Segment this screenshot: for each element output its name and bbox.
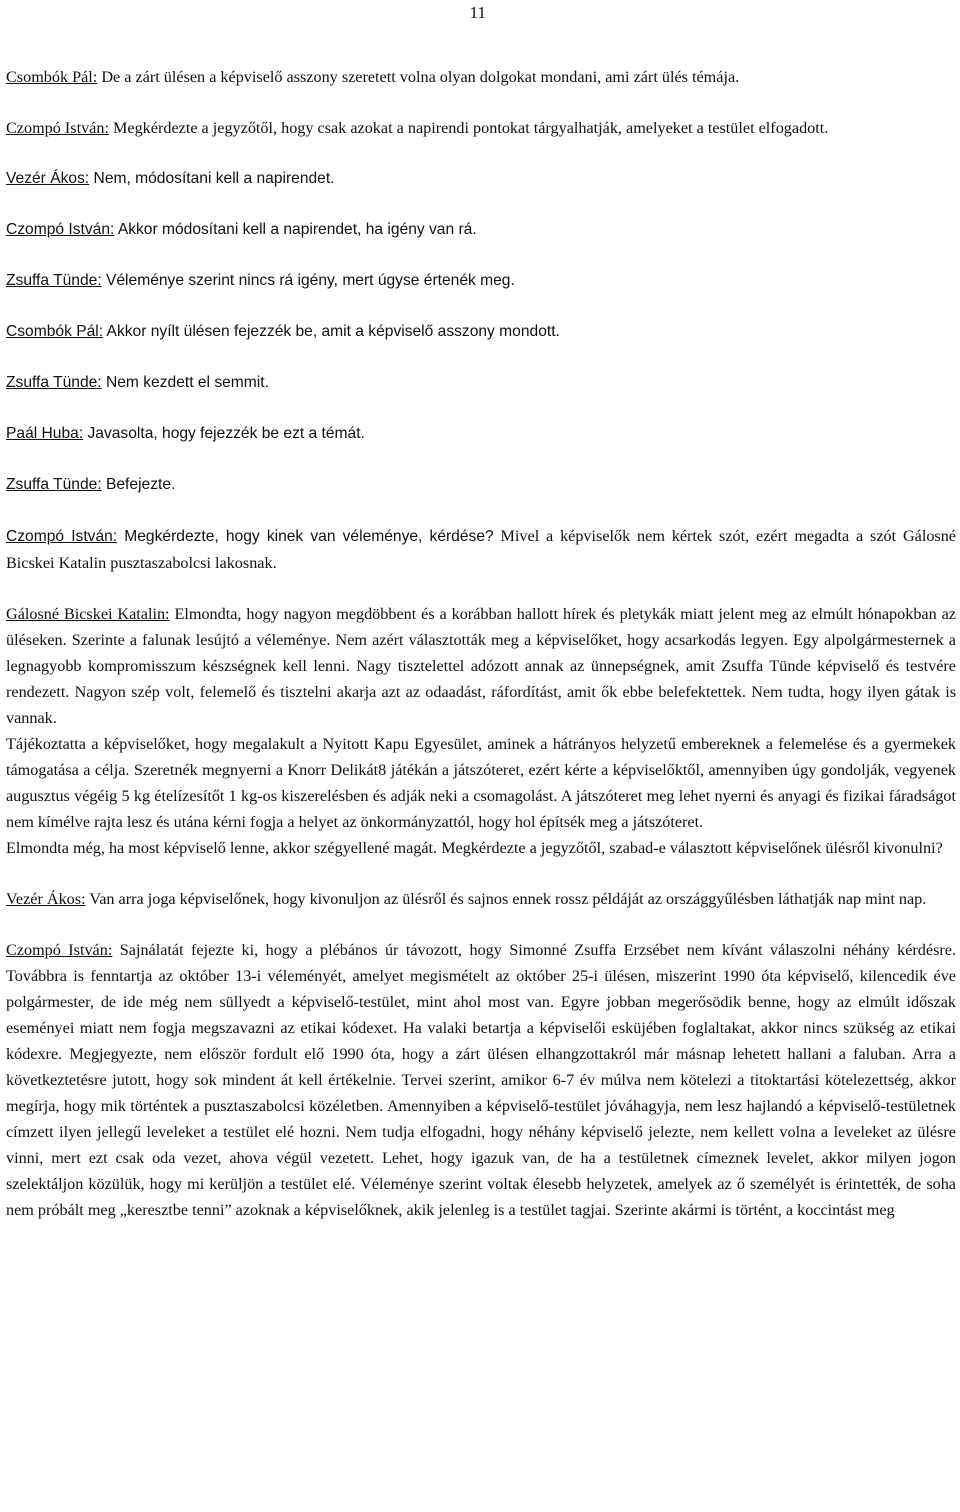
statement-text: Tájékoztatta a képviselőket, hogy megalakult a Nyitott Kapu Egyesület, aminek a hátrányos helyzetű embereknek a felemelése és a gyermekek támogatása a célja. Szeretnék megnyerni a Knorr Delikát8 játékán a játszóteret, ezért kérte a képviselőktől, amennyiben úgy gondolják, vegyenek augusztus végéig 5 kg ételízesítőt 1 kg-os kiszerelésben és adják neki a csomagolást. A játszóteret meg lehet nyerni és anyagi és fizikai fáradságot nem kímélve rajta lesz és utána kérni fogja a helyet az önkormányzattól, hogy hol építsék meg a játszóteret. bbox=[6, 735, 956, 831]
speaker-name: Czompó István: bbox=[6, 119, 109, 137]
paragraph-8 bbox=[6, 421, 956, 447]
paragraph-4 bbox=[6, 217, 956, 243]
paragraph-2 bbox=[6, 115, 956, 141]
speaker-name: Czompó István: bbox=[6, 941, 113, 959]
speaker-name: Csombók Pál: bbox=[6, 323, 104, 340]
statement-text: Megkérdezte a jegyzőtől, hogy csak azokat a napirendi pontokat tárgyalhatják, amelyeket a testület elfogadott. bbox=[108, 119, 829, 137]
statement-text: Akkor módosítani kell a napirendet, ha igény van rá. bbox=[114, 221, 477, 238]
statement-text: Elmondta még, ha most képviselő lenne, akkor szégyellené magát. Megkérdezte a jegyzőtől, szabad-e választott képviselőnek ülésről kivonulni? bbox=[6, 839, 943, 857]
statement-text: Elmondta, hogy nagyon megdöbbent és a korábban hallott hírek és pletykák miatt jelent meg az elmúlt hónapokban az üléseken. Szerinte a falunak lesújtó a véleménye. Nem azért választották meg a képviselőket, hogy acsarkodás legyen. Egy alpolgármesternek a legnagyobb kompromisszum készségnek kell lenni. Nagy tisztelettel adózott annak az ünnepségnek, amit Zsuffa Tünde képviselő és testvére rendezett. Nagyon szép volt, felemelő és tisztelni akarja azt az odaadást, ráfordítást, amit ők ebbe belefektettek. Nem tudta, hogy ilyen gátak is vannak. bbox=[6, 605, 956, 727]
paragraph-14 bbox=[6, 886, 956, 912]
paragraph-15 bbox=[6, 937, 956, 1223]
statement-text: De a zárt ülésen a képviselő asszony szeretett volna olyan dolgokat mondani, ami zárt ülés témája. bbox=[97, 68, 740, 86]
statement-text: Akkor nyílt ülésen fejezzék be, amit a képviselő asszony mondott. bbox=[103, 323, 560, 340]
statement-text: Nem kezdett el semmit. bbox=[101, 374, 269, 391]
paragraph-12 bbox=[6, 731, 956, 835]
speaker-name: Zsuffa Tünde: bbox=[6, 374, 102, 391]
paragraph-6 bbox=[6, 319, 956, 345]
statement-text: Befejezte. bbox=[101, 476, 176, 493]
speaker-name: Csombók Pál: bbox=[6, 68, 98, 86]
paragraph-11 bbox=[6, 601, 956, 731]
statement-text: Sajnálatát fejezte ki, hogy a plébános úr távozott, hogy Simonné Zsuffa Erzsébet nem kívánt válaszolni néhány kérdésre. Továbbra is fenntartja az október 13-i véleményét, amelyet megismételt az október 25-i ülésen, miszerint 1990 óta képviselő, kilencedik éve polgármester, de ide még nem süllyedt a képviselő-testület, mint ahol most van. Egyre jobban megerősödik benne, hogy az elmúlt időszak eseményei miatt nem fogja megszavazni az etikai kódexet. Ha valaki betartja a képviselői esküjében foglaltakat, akkor nincs szükség az etikai kódexre. Megjegyezte, nem először fordult elő 1990 óta, hogy a zárt ülésen elhangzottakról már másnap lehetett hallani a faluban. Arra a következtetésre jutott, hogy sok mindent át kell értékelnie. Tervei szerint, amikor 6-7 év múlva nem kötelezi a titoktartási kötelezettség, akkor megírja, hogy mik történtek a pusztaszabolcsi közéletben. Amennyiben a képviselő-testület jóváhagyja, nem lesz hajlandó a képviselő-testületnek címzett ilyen jellegű leveleket a testület elé hozni. Nem tudja elfogadni, hogy néhány képviselő jelezte, nem kellett volna a leveleket az ülésre vinni, mert ezt csak oda vezet, ahova végül vezetett. Lehet, hogy igazuk van, de ha a testületnek címeznek levelet, akkor milyen jogon szelektáljon közülük, hogy mi kerüljön a testület elé. Véleménye szerint voltak élesebb helyzetek, amelyek az ő személyét is érintették, de soha nem próbált meg „keresztbe tenni” azoknak a képviselőknek, akik jelenleg is a testület tagjai. Szerinte akármi is történt, a koccintást meg bbox=[6, 941, 956, 1219]
speaker-name: Zsuffa Tünde: bbox=[6, 476, 102, 493]
speaker-name: Paál Huba: bbox=[6, 425, 84, 442]
paragraph-3 bbox=[6, 166, 956, 192]
paragraph-1 bbox=[6, 64, 956, 90]
paragraph-10 bbox=[6, 523, 956, 576]
speaker-name: Vezér Ákos: bbox=[6, 170, 90, 187]
page-number: 11 bbox=[469, 3, 486, 22]
speaker-name: Gálosné Bicskei Katalin: bbox=[6, 605, 170, 623]
statement-text: Megkérdezte, hogy kinek van véleménye, kérdése? bbox=[117, 528, 494, 545]
speaker-name: Czompó István: bbox=[6, 221, 115, 238]
statement-text: Nem, módosítani kell a napirendet. bbox=[89, 170, 335, 187]
speaker-name: Zsuffa Tünde: bbox=[6, 272, 102, 289]
minutes-body bbox=[6, 64, 956, 1223]
speaker-name: Czompó István: bbox=[6, 528, 118, 545]
statement-text: Javasolta, hogy fejezzék be ezt a témát. bbox=[83, 425, 365, 442]
paragraph-7 bbox=[6, 370, 956, 396]
paragraph-5 bbox=[6, 268, 956, 294]
document-page bbox=[6, 0, 956, 1512]
speaker-name: Vezér Ákos: bbox=[6, 890, 86, 908]
statement-text-continued: Mivel a képviselők nem kértek szót, ezért megadta a szót Gálosné Bicskei Katalin pusztaszabolcsi lakosnak. bbox=[6, 527, 956, 572]
paragraph-13 bbox=[6, 835, 956, 861]
statement-text: Véleménye szerint nincs rá igény, mert úgyse értenék meg. bbox=[101, 272, 515, 289]
paragraph-9 bbox=[6, 472, 956, 498]
statement-text: Van arra joga képviselőnek, hogy kivonuljon az ülésről és sajnos ennek rossz példáját az országgyűlésben láthatják nap mint nap. bbox=[85, 890, 927, 908]
